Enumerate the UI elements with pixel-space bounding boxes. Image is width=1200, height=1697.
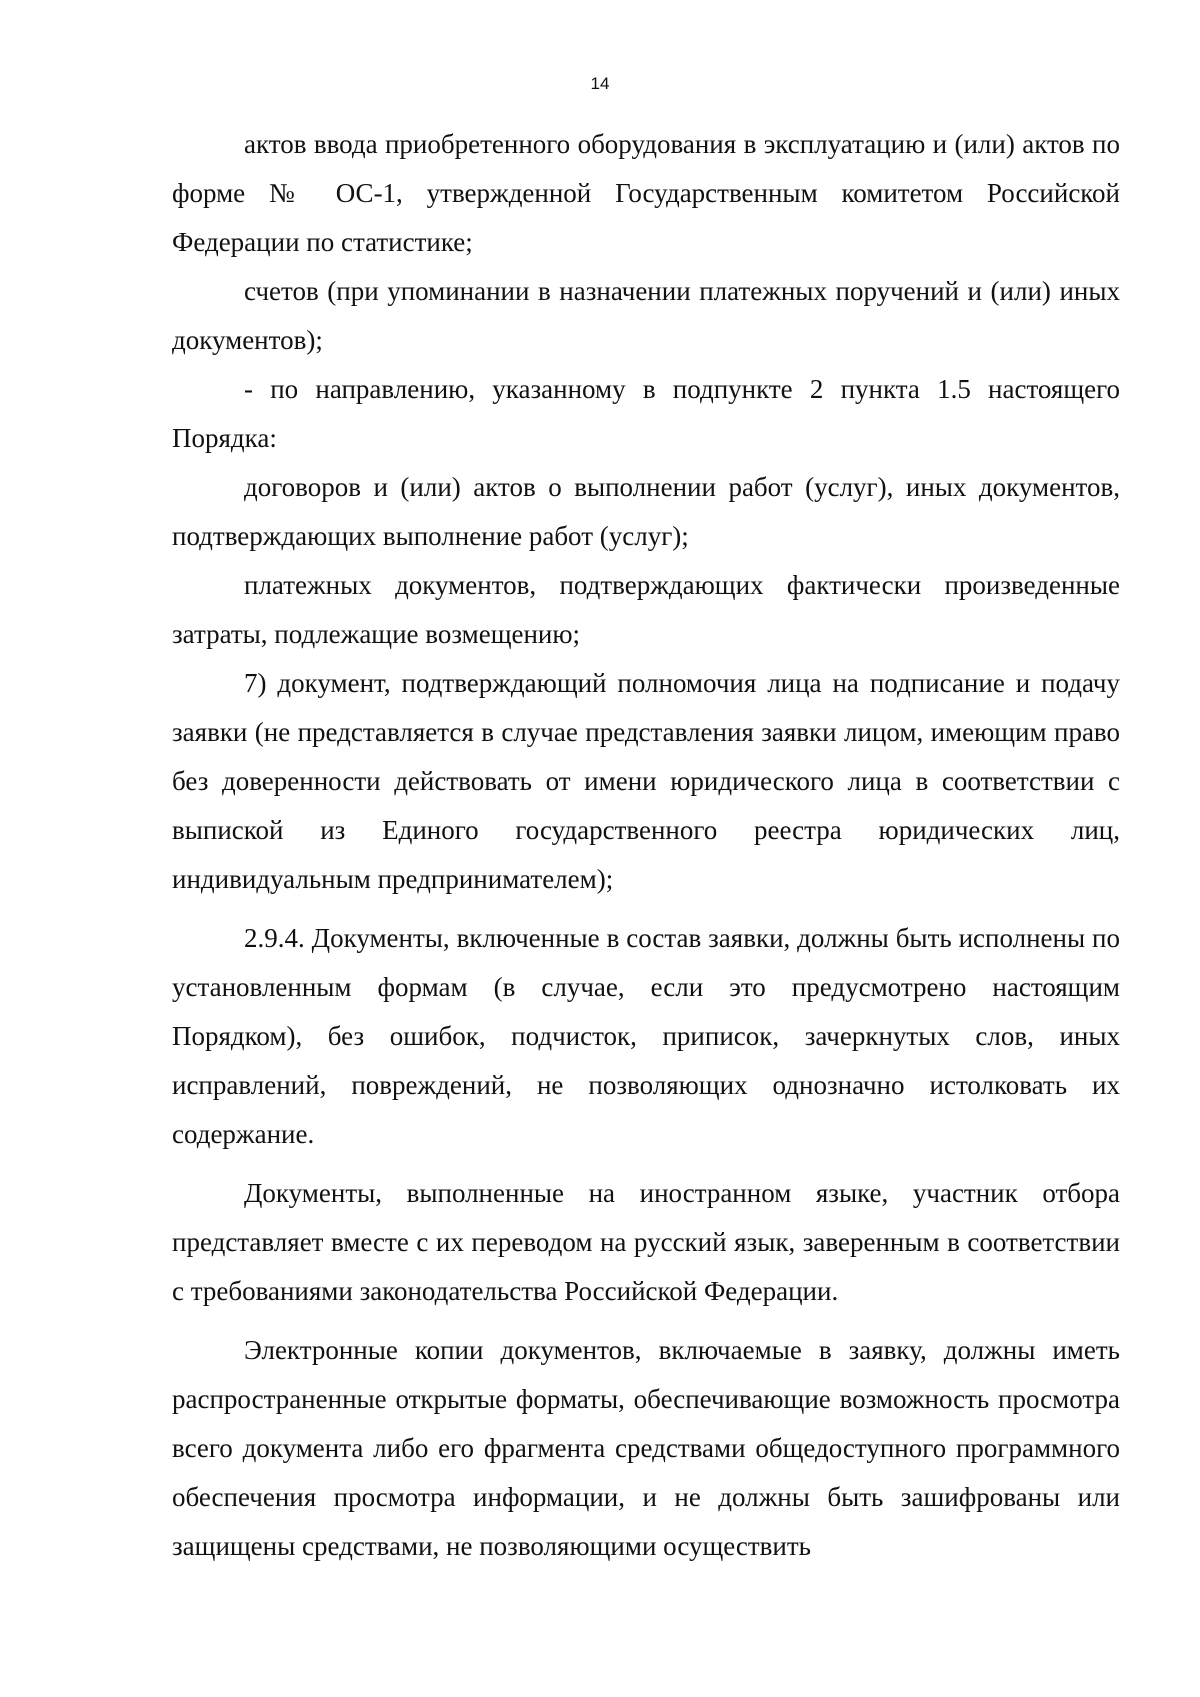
paragraph-payment-documents: платежных документов, подтверждающих фактически произведенные затраты, подлежащие возмещению; [172, 570, 1120, 649]
paragraph-contracts-acts: договоров и (или) актов о выполнении работ (услуг), иных документов, подтверждающих выполнение работ (услуг); [172, 472, 1120, 551]
paragraph-foreign-language: Документы, выполненные на иностранном языке, участник отбора представляет вместе с их переводом на русский язык, заверенным в соответствии с требованиями законодательства Российской Федерации. [172, 1178, 1120, 1306]
paragraph-direction-subitem-2: - по направлению, указанному в подпункте 2 пункта 1.5 настоящего Порядка: [172, 374, 1120, 453]
document-body [172, 120, 1120, 1571]
paragraph-invoices: счетов (при упоминании в назначении платежных поручений и (или) иных документов); [172, 276, 1120, 355]
paragraph-electronic-copies: Электронные копии документов, включаемые в заявку, должны иметь распространенные открытые форматы, обеспечивающие возможность просмотра всего документа либо его фрагмента средствами общедоступного программного обеспечения просмотра информации, и не должны быть зашифрованы или защищены средствами, не позволяющими осуществить [172, 1335, 1120, 1561]
paragraph-authority-document: 7) документ, подтверждающий полномочия лица на подписание и подачу заявки (не представляется в случае представления заявки лицом, имеющим право без доверенности действовать от имени юридического лица в соответствии с выпиской из Единого государственного реестра юридических лиц, индивидуальным предпринимателем); [172, 668, 1120, 894]
page-number: 14 [590, 74, 610, 93]
paragraph-acts-commissioning: актов ввода приобретенного оборудования в эксплуатацию и (или) актов по форме № ОС-1, утвержденной Государственным комитетом Российской Федерации по статистике; [172, 129, 1120, 257]
paragraph-2-9-4: 2.9.4. Документы, включенные в состав заявки, должны быть исполнены по установленным формам (в случае, если это предусмотрено настоящим Порядком), без ошибок, подчисток, приписок, зачеркнутых слов, иных исправлений, повреждений, не позволяющих однозначно истолковать их содержание. [172, 923, 1120, 1149]
